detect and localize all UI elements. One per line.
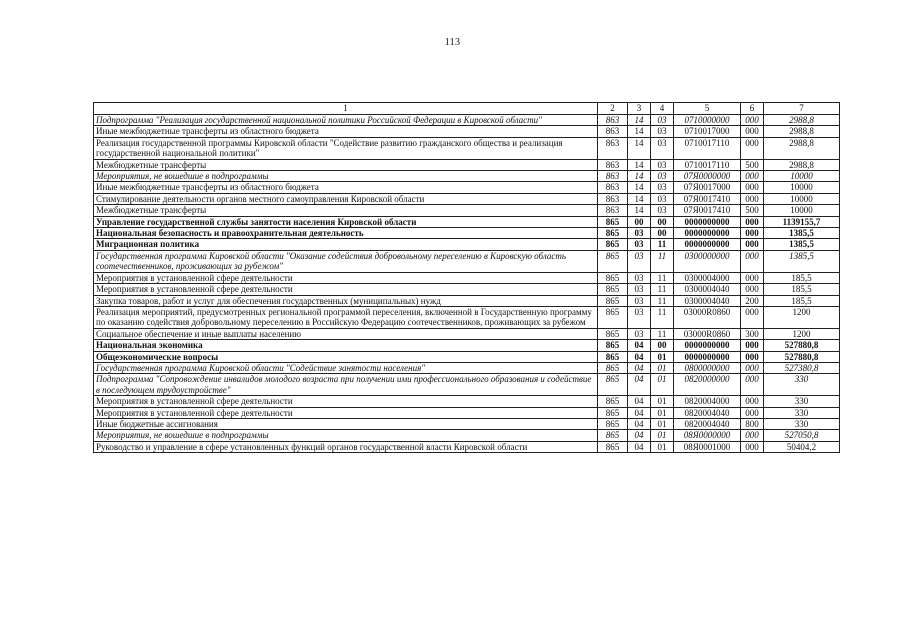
expense-type-cell: 200 [741, 295, 764, 306]
amount-cell: 330 [764, 396, 840, 407]
expense-type-cell: 000 [741, 362, 764, 373]
target-code-cell: 0820004040 [674, 418, 741, 429]
subsection-code-cell: 00 [651, 228, 674, 239]
section-code-cell: 14 [628, 205, 651, 216]
admin-code-cell: 865 [598, 272, 628, 283]
expense-type-cell: 000 [741, 284, 764, 295]
row-name-cell: Межбюджетные трансферты [94, 159, 598, 170]
amount-cell: 2988,8 [764, 115, 840, 126]
amount-cell: 185,5 [764, 284, 840, 295]
subsection-code-cell: 01 [651, 396, 674, 407]
section-code-cell: 03 [628, 228, 651, 239]
section-code-cell: 14 [628, 115, 651, 126]
expense-type-cell: 000 [741, 239, 764, 250]
target-code-cell: 0710017000 [674, 126, 741, 137]
target-code-cell: 08Я0000000 [674, 430, 741, 441]
table-body [94, 115, 840, 453]
expense-type-cell: 000 [741, 407, 764, 418]
table-row [94, 115, 840, 126]
admin-code-cell: 863 [598, 159, 628, 170]
target-code-cell: 0820004000 [674, 396, 741, 407]
target-code-cell: 0000000000 [674, 228, 741, 239]
section-code-cell: 03 [628, 306, 651, 328]
subsection-code-cell: 01 [651, 418, 674, 429]
amount-cell: 2988,8 [764, 159, 840, 170]
admin-code-cell: 865 [598, 328, 628, 339]
expense-type-cell: 000 [741, 250, 764, 272]
amount-cell: 527880,8 [764, 340, 840, 351]
row-name-cell: Иные бюджетные ассигнования [94, 418, 598, 429]
subsection-code-cell: 01 [651, 362, 674, 373]
row-name-cell: Мероприятия в установленной сфере деятельности [94, 407, 598, 418]
section-code-cell: 14 [628, 126, 651, 137]
row-name-cell: Государственная программа Кировской области "Содействие занятости населения" [94, 362, 598, 373]
amount-cell: 2988,8 [764, 137, 840, 159]
table-row [94, 250, 840, 272]
amount-cell: 1385,5 [764, 228, 840, 239]
expense-type-cell: 000 [741, 193, 764, 204]
table-row [94, 159, 840, 170]
row-name-cell: Руководство и управление в сфере установленных функций органов государственной власти Кировской области [94, 441, 598, 452]
column-header: 5 [674, 103, 741, 115]
table-row [94, 239, 840, 250]
target-code-cell: 0710017110 [674, 137, 741, 159]
admin-code-cell: 865 [598, 351, 628, 362]
target-code-cell: 0000000000 [674, 351, 741, 362]
row-name-cell: Реализация мероприятий, предусмотренных региональной программой переселения, включенной в Государственную программу по оказанию содействия добровольному переселению в Российскую Федерацию соотечественников, проживающих за рубежом [94, 306, 598, 328]
admin-code-cell: 863 [598, 182, 628, 193]
admin-code-cell: 865 [598, 250, 628, 272]
expense-type-cell: 000 [741, 182, 764, 193]
table-row [94, 272, 840, 283]
subsection-code-cell: 11 [651, 295, 674, 306]
expense-type-cell: 000 [741, 137, 764, 159]
target-code-cell: 0000000000 [674, 216, 741, 227]
column-header: 4 [651, 103, 674, 115]
amount-cell: 1385,5 [764, 239, 840, 250]
admin-code-cell: 865 [598, 340, 628, 351]
row-name-cell: Подпрограмма "Сопровождение инвалидов молодого возраста при получении ими профессионального образования и содействие в последующем трудоустройстве" [94, 374, 598, 396]
table-row [94, 430, 840, 441]
subsection-code-cell: 11 [651, 328, 674, 339]
amount-cell: 2988,8 [764, 126, 840, 137]
admin-code-cell: 863 [598, 193, 628, 204]
target-code-cell: 03000R0860 [674, 328, 741, 339]
subsection-code-cell: 11 [651, 284, 674, 295]
row-name-cell: Мероприятия в установленной сфере деятельности [94, 396, 598, 407]
row-name-cell: Управление государственной службы занятости населения Кировской области [94, 216, 598, 227]
row-name-cell: Мероприятия, не вошедшие в подпрограммы [94, 430, 598, 441]
section-code-cell: 03 [628, 239, 651, 250]
section-code-cell: 03 [628, 272, 651, 283]
expense-type-cell: 000 [741, 306, 764, 328]
target-code-cell: 0300004040 [674, 284, 741, 295]
admin-code-cell: 863 [598, 115, 628, 126]
table-row [94, 137, 840, 159]
subsection-code-cell: 03 [651, 193, 674, 204]
table-row [94, 407, 840, 418]
column-header: 7 [764, 103, 840, 115]
budget-table [93, 102, 840, 453]
table-row [94, 295, 840, 306]
row-name-cell: Межбюджетные трансферты [94, 205, 598, 216]
section-code-cell: 04 [628, 362, 651, 373]
expense-type-cell: 000 [741, 216, 764, 227]
section-code-cell: 04 [628, 374, 651, 396]
column-header: 6 [741, 103, 764, 115]
amount-cell: 10000 [764, 205, 840, 216]
admin-code-cell: 865 [598, 228, 628, 239]
table-row [94, 228, 840, 239]
expense-type-cell: 000 [741, 396, 764, 407]
admin-code-cell: 863 [598, 137, 628, 159]
subsection-code-cell: 01 [651, 430, 674, 441]
column-header: 2 [598, 103, 628, 115]
expense-type-cell: 500 [741, 159, 764, 170]
target-code-cell: 0710017110 [674, 159, 741, 170]
expense-type-cell: 000 [741, 340, 764, 351]
column-header: 1 [94, 103, 598, 115]
row-name-cell: Национальная безопасность и правоохранительная деятельность [94, 228, 598, 239]
target-code-cell: 0300004040 [674, 295, 741, 306]
target-code-cell: 07Я0017410 [674, 205, 741, 216]
target-code-cell: 0820000000 [674, 374, 741, 396]
subsection-code-cell: 11 [651, 250, 674, 272]
expense-type-cell: 000 [741, 441, 764, 452]
expense-type-cell: 300 [741, 328, 764, 339]
table-row [94, 193, 840, 204]
table-row [94, 441, 840, 452]
amount-cell: 330 [764, 374, 840, 396]
row-name-cell: Мероприятия в установленной сфере деятельности [94, 284, 598, 295]
amount-cell: 1385,5 [764, 250, 840, 272]
amount-cell: 330 [764, 418, 840, 429]
expense-type-cell: 000 [741, 115, 764, 126]
table-row [94, 171, 840, 182]
admin-code-cell: 865 [598, 430, 628, 441]
expense-type-cell: 000 [741, 171, 764, 182]
row-name-cell: Миграционная политика [94, 239, 598, 250]
expense-type-cell: 000 [741, 126, 764, 137]
section-code-cell: 14 [628, 193, 651, 204]
table-row [94, 351, 840, 362]
target-code-cell: 08Я0001000 [674, 441, 741, 452]
section-code-cell: 04 [628, 351, 651, 362]
section-code-cell: 04 [628, 418, 651, 429]
section-code-cell: 14 [628, 137, 651, 159]
subsection-code-cell: 11 [651, 306, 674, 328]
table-row [94, 418, 840, 429]
amount-cell: 1139155,7 [764, 216, 840, 227]
column-header: 3 [628, 103, 651, 115]
subsection-code-cell: 01 [651, 407, 674, 418]
table-row [94, 205, 840, 216]
target-code-cell: 07Я0017410 [674, 193, 741, 204]
amount-cell: 10000 [764, 193, 840, 204]
expense-type-cell: 500 [741, 205, 764, 216]
target-code-cell: 0300000000 [674, 250, 741, 272]
target-code-cell: 0800000000 [674, 362, 741, 373]
admin-code-cell: 865 [598, 374, 628, 396]
admin-code-cell: 865 [598, 239, 628, 250]
subsection-code-cell: 03 [651, 171, 674, 182]
subsection-code-cell: 01 [651, 351, 674, 362]
expense-type-cell: 000 [741, 430, 764, 441]
subsection-code-cell: 01 [651, 374, 674, 396]
row-name-cell: Иные межбюджетные трансферты из областного бюджета [94, 126, 598, 137]
expense-type-cell: 800 [741, 418, 764, 429]
expense-type-cell: 000 [741, 228, 764, 239]
amount-cell: 527050,8 [764, 430, 840, 441]
admin-code-cell: 865 [598, 216, 628, 227]
section-code-cell: 04 [628, 396, 651, 407]
row-name-cell: Закупка товаров, работ и услуг для обеспечения государственных (муниципальных) нужд [94, 295, 598, 306]
expense-type-cell: 000 [741, 351, 764, 362]
amount-cell: 50404,2 [764, 441, 840, 452]
row-name-cell: Подпрограмма "Реализация государственной национальной политики Российской Федерации в Кировской области" [94, 115, 598, 126]
admin-code-cell: 865 [598, 441, 628, 452]
section-code-cell: 04 [628, 430, 651, 441]
admin-code-cell: 865 [598, 407, 628, 418]
target-code-cell: 0000000000 [674, 340, 741, 351]
admin-code-cell: 863 [598, 171, 628, 182]
section-code-cell: 03 [628, 284, 651, 295]
admin-code-cell: 863 [598, 126, 628, 137]
amount-cell: 1200 [764, 328, 840, 339]
section-code-cell: 04 [628, 340, 651, 351]
target-code-cell: 0300004000 [674, 272, 741, 283]
amount-cell: 330 [764, 407, 840, 418]
section-code-cell: 04 [628, 441, 651, 452]
section-code-cell: 14 [628, 171, 651, 182]
subsection-code-cell: 03 [651, 205, 674, 216]
admin-code-cell: 865 [598, 396, 628, 407]
row-name-cell: Мероприятия в установленной сфере деятельности [94, 272, 598, 283]
section-code-cell: 04 [628, 407, 651, 418]
table-row [94, 328, 840, 339]
target-code-cell: 0710000000 [674, 115, 741, 126]
amount-cell: 527380,8 [764, 362, 840, 373]
target-code-cell: 0000000000 [674, 239, 741, 250]
subsection-code-cell: 00 [651, 216, 674, 227]
subsection-code-cell: 03 [651, 126, 674, 137]
admin-code-cell: 865 [598, 418, 628, 429]
amount-cell: 10000 [764, 171, 840, 182]
subsection-code-cell: 03 [651, 182, 674, 193]
row-name-cell: Реализация государственной программы Кировской области "Содействие развитию гражданского общества и реализация государственной национальной политики" [94, 137, 598, 159]
section-code-cell: 03 [628, 328, 651, 339]
amount-cell: 10000 [764, 182, 840, 193]
amount-cell: 1200 [764, 306, 840, 328]
table-row [94, 126, 840, 137]
subsection-code-cell: 03 [651, 115, 674, 126]
subsection-code-cell: 03 [651, 137, 674, 159]
row-name-cell: Иные межбюджетные трансферты из областного бюджета [94, 182, 598, 193]
admin-code-cell: 865 [598, 295, 628, 306]
row-name-cell: Социальное обеспечение и иные выплаты населению [94, 328, 598, 339]
row-name-cell: Общеэкономические вопросы [94, 351, 598, 362]
subsection-code-cell: 11 [651, 239, 674, 250]
section-code-cell: 03 [628, 295, 651, 306]
row-name-cell: Государственная программа Кировской области "Оказание содействия добровольному переселению в Кировскую область соотечественников, проживающих за рубежом" [94, 250, 598, 272]
amount-cell: 185,5 [764, 295, 840, 306]
table-row [94, 182, 840, 193]
section-code-cell: 14 [628, 159, 651, 170]
subsection-code-cell: 01 [651, 441, 674, 452]
admin-code-cell: 865 [598, 362, 628, 373]
admin-code-cell: 863 [598, 205, 628, 216]
page-number: 113 [444, 37, 461, 48]
target-code-cell: 03000R0860 [674, 306, 741, 328]
table-row [94, 216, 840, 227]
section-code-cell: 00 [628, 216, 651, 227]
row-name-cell: Национальная экономика [94, 340, 598, 351]
amount-cell: 185,5 [764, 272, 840, 283]
table-row [94, 340, 840, 351]
section-code-cell: 14 [628, 182, 651, 193]
expense-type-cell: 000 [741, 272, 764, 283]
subsection-code-cell: 00 [651, 340, 674, 351]
target-code-cell: 0820004040 [674, 407, 741, 418]
target-code-cell: 07Я0017000 [674, 182, 741, 193]
expense-type-cell: 000 [741, 374, 764, 396]
table-row [94, 374, 840, 396]
table-header-row [94, 103, 840, 115]
row-name-cell: Мероприятия, не вошедшие в подпрограммы [94, 171, 598, 182]
admin-code-cell: 865 [598, 284, 628, 295]
table-row [94, 306, 840, 328]
table-row [94, 396, 840, 407]
table-row [94, 284, 840, 295]
subsection-code-cell: 03 [651, 159, 674, 170]
subsection-code-cell: 11 [651, 272, 674, 283]
admin-code-cell: 865 [598, 306, 628, 328]
target-code-cell: 07Я0000000 [674, 171, 741, 182]
table-row [94, 362, 840, 373]
row-name-cell: Стимулирование деятельности органов местного самоуправления Кировской области [94, 193, 598, 204]
amount-cell: 527880,8 [764, 351, 840, 362]
section-code-cell: 03 [628, 250, 651, 272]
